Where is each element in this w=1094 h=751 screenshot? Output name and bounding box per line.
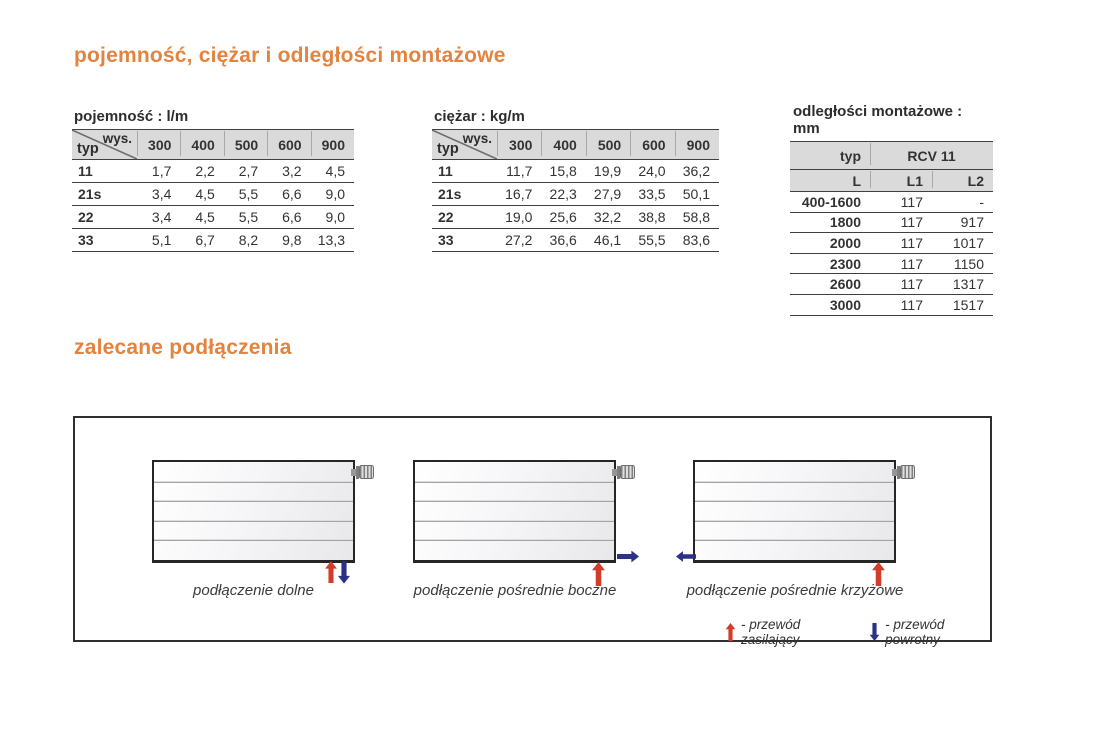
table-cell: 6,6	[267, 183, 310, 206]
table-cell: 50,1	[675, 183, 719, 206]
table-cell: 4,5	[311, 160, 354, 183]
legend-supply-label: - przewód zasilający	[741, 617, 801, 647]
radiator-side-connection	[413, 460, 616, 563]
return-arrow-icon	[617, 550, 639, 563]
column-header: 900	[675, 130, 719, 160]
panel-groove	[695, 482, 894, 483]
thermostatic-valve-icon	[351, 465, 374, 479]
table-cell: -	[932, 192, 993, 213]
table-cell: 917	[932, 212, 993, 233]
table-cell: 19,9	[586, 160, 630, 183]
corner-label-typ: typ	[437, 141, 459, 157]
diagram-label: podłączenie pośrednie krzyżowe	[686, 582, 904, 599]
table-cell: 27,2	[497, 229, 541, 252]
row-header: 22	[432, 206, 497, 229]
table-cell: 117	[870, 253, 932, 274]
panel-groove	[415, 540, 614, 541]
table-cell: 36,6	[541, 229, 585, 252]
table-row	[432, 229, 719, 252]
legend	[725, 617, 990, 647]
row-header: 22	[72, 206, 137, 229]
table-cell: 11,7	[497, 160, 541, 183]
capacity-header-row	[72, 130, 354, 160]
table-row	[790, 253, 993, 274]
table-cell: 33,5	[630, 183, 674, 206]
radiator-bottom-connection	[152, 460, 355, 563]
corner-label-wys: wys.	[102, 131, 132, 146]
row-header: 400-1600	[790, 192, 870, 213]
table-cell: 55,5	[630, 229, 674, 252]
capacity-table	[72, 129, 354, 252]
table-cell: 9,0	[311, 183, 354, 206]
table-cell: 36,2	[675, 160, 719, 183]
table-cell: 6,7	[180, 229, 223, 252]
table-cell: 25,6	[541, 206, 585, 229]
table-cell: 58,8	[675, 206, 719, 229]
radiator-cross-connection	[693, 460, 896, 563]
table-row	[432, 160, 719, 183]
column-header-l: L	[790, 170, 870, 192]
mounting-header-row-l	[790, 170, 993, 192]
row-header: 2600	[790, 274, 870, 295]
column-header-typ: typ	[790, 142, 870, 170]
column-header-model: RCV 11	[870, 142, 993, 170]
column-header: 900	[311, 130, 354, 160]
table-row	[790, 233, 993, 254]
panel-groove	[154, 501, 353, 502]
table-cell: 117	[870, 192, 932, 213]
table-cell: 83,6	[675, 229, 719, 252]
table-row	[72, 206, 354, 229]
row-header: 33	[72, 229, 137, 252]
column-header: 500	[224, 130, 267, 160]
table-cell: 38,8	[630, 206, 674, 229]
table-row	[790, 274, 993, 295]
panel-groove	[415, 482, 614, 483]
weight-table-title: ciężar : kg/m	[434, 108, 525, 125]
column-header: 500	[586, 130, 630, 160]
table-cell: 5,1	[137, 229, 180, 252]
table-cell: 117	[870, 274, 932, 295]
row-header: 2300	[790, 253, 870, 274]
table-cell: 19,0	[497, 206, 541, 229]
return-arrow-icon	[869, 623, 880, 641]
section-title-dimensions: pojemność, ciężar i odległości montażowe	[74, 44, 506, 67]
table-cell: 3,4	[137, 206, 180, 229]
weight-section	[432, 108, 719, 252]
column-header: 600	[267, 130, 310, 160]
mounting-section	[790, 103, 993, 316]
weight-table	[432, 129, 719, 252]
table-cell: 1150	[932, 253, 993, 274]
table-cell: 1517	[932, 294, 993, 315]
table-row	[790, 294, 993, 315]
row-header: 21s	[432, 183, 497, 206]
table-cell: 27,9	[586, 183, 630, 206]
table-row	[432, 183, 719, 206]
row-header: 33	[432, 229, 497, 252]
panel-groove	[154, 521, 353, 522]
column-header: 600	[630, 130, 674, 160]
panel-groove	[695, 521, 894, 522]
column-header: 400	[541, 130, 585, 160]
table-cell: 5,5	[224, 183, 267, 206]
table-cell: 1317	[932, 274, 993, 295]
capacity-section	[72, 108, 354, 252]
row-header: 3000	[790, 294, 870, 315]
row-header: 11	[72, 160, 137, 183]
panel-groove	[415, 501, 614, 502]
supply-arrow-icon	[325, 561, 337, 583]
capacity-table-title: pojemność : l/m	[74, 108, 189, 125]
table-row	[72, 160, 354, 183]
weight-header-row	[432, 130, 719, 160]
table-cell: 22,3	[541, 183, 585, 206]
column-header: 300	[137, 130, 180, 160]
column-header: 400	[180, 130, 223, 160]
section-title-connections: zalecane podłączenia	[74, 336, 292, 359]
table-cell: 32,2	[586, 206, 630, 229]
legend-return-label: - przewód powrotny	[885, 617, 945, 647]
column-header-l1: L1	[870, 170, 932, 192]
table-cell: 9,0	[311, 206, 354, 229]
table-cell: 1017	[932, 233, 993, 254]
column-header-l2: L2	[932, 170, 993, 192]
corner-cell	[72, 130, 137, 160]
table-row	[72, 229, 354, 252]
return-arrow-icon	[676, 550, 696, 563]
table-cell: 15,8	[541, 160, 585, 183]
table-row	[72, 183, 354, 206]
table-cell: 46,1	[586, 229, 630, 252]
row-header: 2000	[790, 233, 870, 254]
mounting-table	[790, 141, 993, 316]
panel-groove	[695, 501, 894, 502]
table-cell: 3,2	[267, 160, 310, 183]
diagram-label: podłączenie pośrednie boczne	[413, 582, 617, 599]
column-header: 300	[497, 130, 541, 160]
table-cell: 4,5	[180, 183, 223, 206]
table-cell: 2,2	[180, 160, 223, 183]
table-cell: 13,3	[311, 229, 354, 252]
corner-label-wys: wys.	[462, 131, 492, 146]
corner-label-typ: typ	[77, 141, 99, 157]
table-cell: 4,5	[180, 206, 223, 229]
thermostatic-valve-icon	[612, 465, 635, 479]
table-cell: 9,8	[267, 229, 310, 252]
table-cell: 8,2	[224, 229, 267, 252]
table-cell: 24,0	[630, 160, 674, 183]
table-cell: 117	[870, 212, 932, 233]
row-header: 21s	[72, 183, 137, 206]
table-cell: 16,7	[497, 183, 541, 206]
table-cell: 117	[870, 233, 932, 254]
table-cell: 1,7	[137, 160, 180, 183]
supply-arrow-icon	[725, 623, 736, 641]
panel-groove	[154, 540, 353, 541]
panel-groove	[695, 540, 894, 541]
mounting-header-row-model	[790, 142, 993, 170]
table-row	[790, 192, 993, 213]
table-cell: 3,4	[137, 183, 180, 206]
thermostatic-valve-icon	[892, 465, 915, 479]
table-cell: 6,6	[267, 206, 310, 229]
diagram-label: podłączenie dolne	[193, 582, 314, 599]
panel-groove	[415, 521, 614, 522]
row-header: 1800	[790, 212, 870, 233]
table-cell: 2,7	[224, 160, 267, 183]
table-row	[790, 212, 993, 233]
corner-cell	[432, 130, 497, 160]
mounting-table-title: odległości montażowe : mm	[793, 103, 963, 137]
panel-groove	[154, 482, 353, 483]
connections-diagram-box	[73, 416, 992, 647]
table-row	[432, 206, 719, 229]
table-cell: 5,5	[224, 206, 267, 229]
row-header: 11	[432, 160, 497, 183]
table-cell: 117	[870, 294, 932, 315]
